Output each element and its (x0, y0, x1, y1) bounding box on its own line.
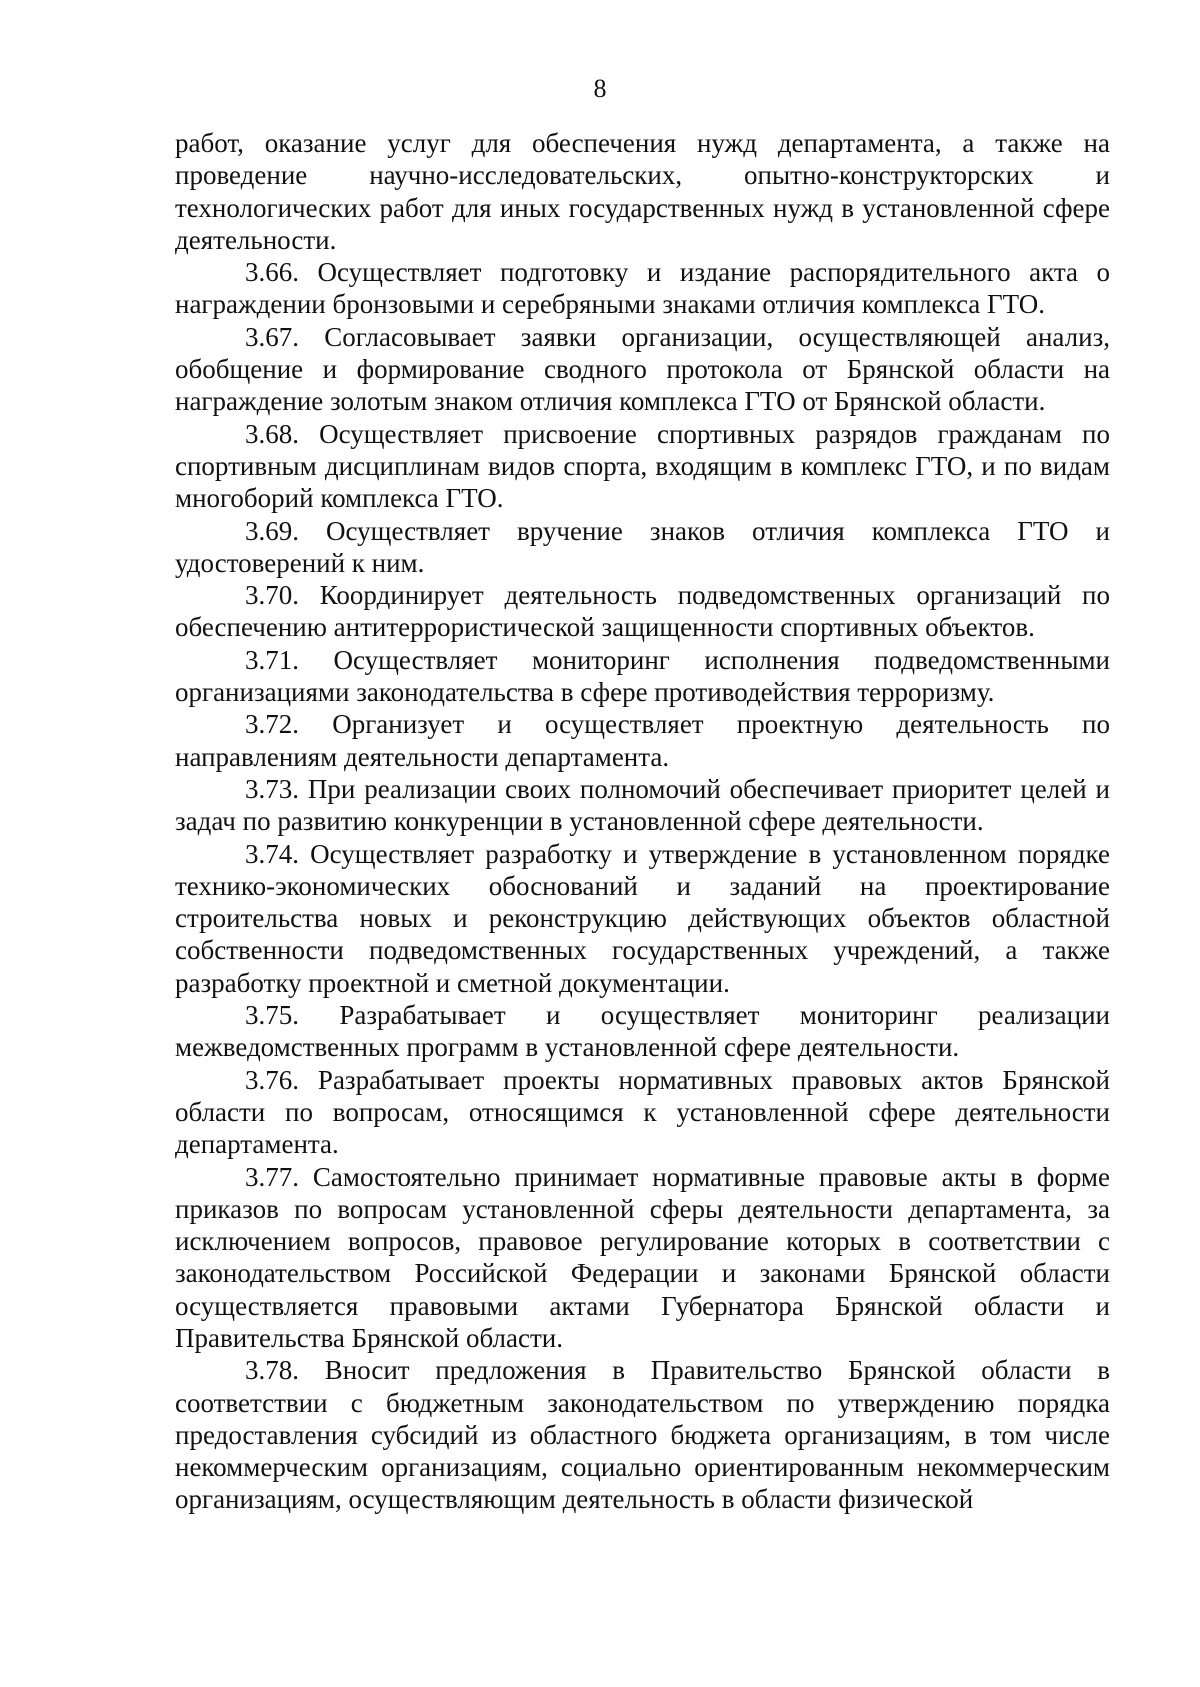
paragraph-continuation: работ, оказание услуг для обеспечения нужд департамента, а также на проведение научно-исследовательских, опытно-конструкторских и технологических работ для иных государственных нужд в установленной сфере деятельности. (175, 128, 1110, 255)
paragraph-3-71: 3.71. Осуществляет мониторинг исполнения подведомственными организациями законодательства в сфере противодействия терроризму. (175, 644, 1110, 708)
document-body (175, 127, 1110, 1516)
paragraph-3-67: 3.67. Согласовывает заявки организации, осуществляющей анализ, обобщение и формирование сводного протокола от Брянской области на награждение золотым знаком отличия комплекса ГТО от Брянской области. (175, 321, 1110, 417)
paragraph-3-69: 3.69. Осуществляет вручение знаков отличия комплекса ГТО и удостоверений к ним. (175, 515, 1110, 578)
page-number: 8 (593, 74, 607, 103)
paragraph-3-70: 3.70. Координирует деятельность подведомственных организаций по обеспечению антитеррористической защищенности спортивных объектов. (175, 580, 1110, 643)
paragraph-3-66: 3.66. Осуществляет подготовку и издание распорядительного акта о награждении бронзовыми и серебряными знаками отличия комплекса ГТО. (175, 257, 1110, 320)
paragraph-3-74: 3.74. Осуществляет разработку и утверждение в установленном порядке технико-экономических обоснований и заданий на проектирование строительства новых и реконструкцию действующих объектов областной собственности подведомственных государственных учреждений, а также разработку проектной и сметной документации. (175, 838, 1110, 998)
paragraph-3-72: 3.72. Организует и осуществляет проектную деятельность по направлениям деятельности департамента. (175, 709, 1110, 772)
paragraph-3-75: 3.75. Разрабатывает и осуществляет мониторинг реализации межведомственных программ в установленной сфере деятельности. (175, 1000, 1110, 1063)
paragraph-3-78: 3.78. Вносит предложения в Правительство Брянской области в соответствии с бюджетным законодательством по утверждению порядка предоставления субсидий из областного бюджета организациям, в том числе некоммерческим организациям, социально ориентированным некоммерческим организациям, осуществляющим деятельность в области физической (175, 1355, 1110, 1515)
paragraph-3-77: 3.77. Самостоятельно принимает нормативные правовые акты в форме приказов по вопросам установленной сферы деятельности департамента, за исключением вопросов, правовое регулирование которых в соответствии с законодательством Российской Федерации и законами Брянской области осуществляется правовыми актами Губернатора Брянской области и Правительства Брянской области. (175, 1161, 1110, 1353)
paragraph-3-68: 3.68. Осуществляет присвоение спортивных разрядов гражданам по спортивным дисциплинам видов спорта, входящим в комплекс ГТО, и по видам многоборий комплекса ГТО. (175, 418, 1110, 514)
paragraph-3-76: 3.76. Разрабатывает проекты нормативных правовых актов Брянской области по вопросам, относящимся к установленной сфере деятельности департамента. (175, 1064, 1110, 1160)
paragraph-3-73: 3.73. При реализации своих полномочий обеспечивает приоритет целей и задач по развитию конкуренции в установленной сфере деятельности. (175, 773, 1110, 837)
